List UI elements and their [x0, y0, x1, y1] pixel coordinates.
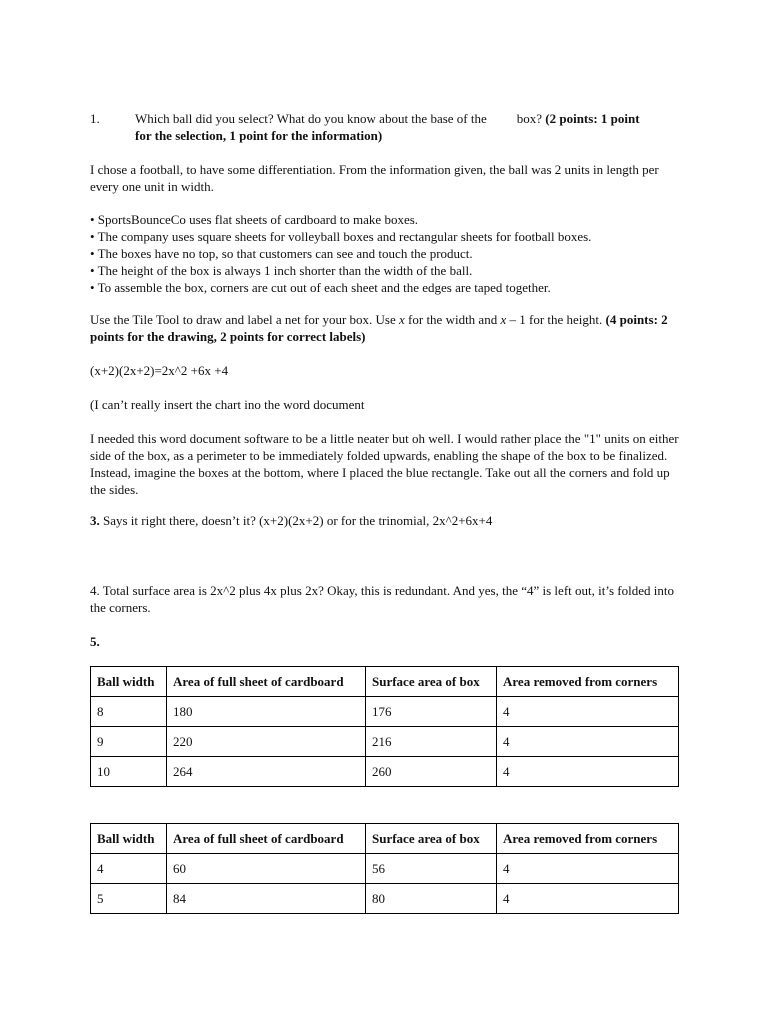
table-header-row	[91, 824, 679, 854]
table-cell: 4	[497, 697, 679, 727]
table-cell: 176	[366, 697, 497, 727]
header-surface-area: Surface area of box	[366, 824, 497, 854]
question-1-text-b: box?	[516, 111, 543, 126]
table-cell: 84	[167, 884, 366, 914]
header-full-sheet-area: Area of full sheet of cardboard	[167, 667, 366, 697]
paragraph-units: I needed this word document software to be a little neater but oh well. I would rather place the "1" units on either side of the box, as a perimeter to be immediately folded upwards, enabling the shape of the box to be finalized. Instead, imagine the boxes at the bottom, where I placed the blue rectangle. Take out all the corners and fold up the sides.	[90, 431, 679, 497]
data-table-1	[90, 666, 679, 787]
table-row	[91, 757, 679, 787]
answer-1: I chose a football, to have some differentiation. From the information given, the ball was 2 units in length per every one unit in width.	[90, 162, 659, 194]
header-area-removed: Area removed from corners	[497, 667, 679, 697]
bullet-item: • The boxes have no top, so that customers can see and touch the product.	[90, 246, 473, 261]
question-4: 4. Total surface area is 2x^2 plus 4x plus 2x? Okay, this is redundant. And yes, the “4” is left out, it’s folded into the corners.	[90, 583, 674, 615]
question-2-text-b: for the width and	[404, 312, 501, 327]
table-header-row	[91, 667, 679, 697]
table-cell: 4	[497, 854, 679, 884]
table-cell: 4	[497, 757, 679, 787]
table-cell: 8	[91, 697, 167, 727]
question-1-points: (2 points: 1 point for the selection, 1 point for the information)	[135, 111, 640, 143]
table-cell: 60	[167, 854, 366, 884]
table-cell: 180	[167, 697, 366, 727]
question-3	[90, 512, 686, 529]
table-cell: 4	[497, 884, 679, 914]
table-cell: 4	[91, 854, 167, 884]
bullet-list	[90, 211, 686, 296]
table-cell: 260	[366, 757, 497, 787]
bullet-item: • The company uses square sheets for volleyball boxes and rectangular sheets for football boxes.	[90, 229, 592, 244]
table-cell: 5	[91, 884, 167, 914]
header-ball-width: Ball width	[91, 824, 167, 854]
question-3-text: Says it right there, doesn’t it? (x+2)(2x+2) or for the trinomial, 2x^2+6x+4	[99, 513, 493, 528]
table-row	[91, 697, 679, 727]
question-1-prompt	[135, 110, 655, 144]
data-table-2	[90, 823, 679, 914]
chart-note: (I can’t really insert the chart ino the word document	[90, 397, 365, 412]
question-1-text-a: Which ball did you select? What do you know about the base of the	[135, 111, 487, 126]
variable-x: x	[399, 312, 405, 327]
bullet-item: • To assemble the box, corners are cut out of each sheet and the edges are taped together.	[90, 280, 551, 295]
table-cell: 10	[91, 757, 167, 787]
table-cell: 80	[366, 884, 497, 914]
question-3-number: 3.	[90, 513, 100, 528]
table-row	[91, 727, 679, 757]
question-2-prompt	[90, 311, 686, 345]
table-row	[91, 854, 679, 884]
variable-x: x	[500, 312, 507, 327]
question-2-points: (4 points: 2 points for the drawing, 2 points for correct labels)	[90, 312, 668, 344]
table-cell: 216	[366, 727, 497, 757]
table-cell: 9	[91, 727, 167, 757]
table-cell: 220	[167, 727, 366, 757]
table-cell: 56	[366, 854, 497, 884]
header-full-sheet-area: Area of full sheet of cardboard	[167, 824, 366, 854]
question-2-text-c: – 1 for the height.	[506, 312, 606, 327]
question-1-number: 1.	[90, 111, 100, 126]
table-cell: 4	[497, 727, 679, 757]
question-2-text-a: Use the Tile Tool to draw and label a net for your box. Use	[90, 312, 399, 327]
table-row	[91, 884, 679, 914]
bullet-item: • The height of the box is always 1 inch shorter than the width of the ball.	[90, 263, 473, 278]
bullet-item: • SportsBounceCo uses flat sheets of cardboard to make boxes.	[90, 212, 419, 227]
header-surface-area: Surface area of box	[366, 667, 497, 697]
header-area-removed: Area removed from corners	[497, 824, 679, 854]
question-5-number: 5.	[90, 634, 100, 649]
header-ball-width: Ball width	[91, 667, 167, 697]
equation: (x+2)(2x+2)=2x^2 +6x +4	[90, 363, 229, 378]
table-cell: 264	[167, 757, 366, 787]
